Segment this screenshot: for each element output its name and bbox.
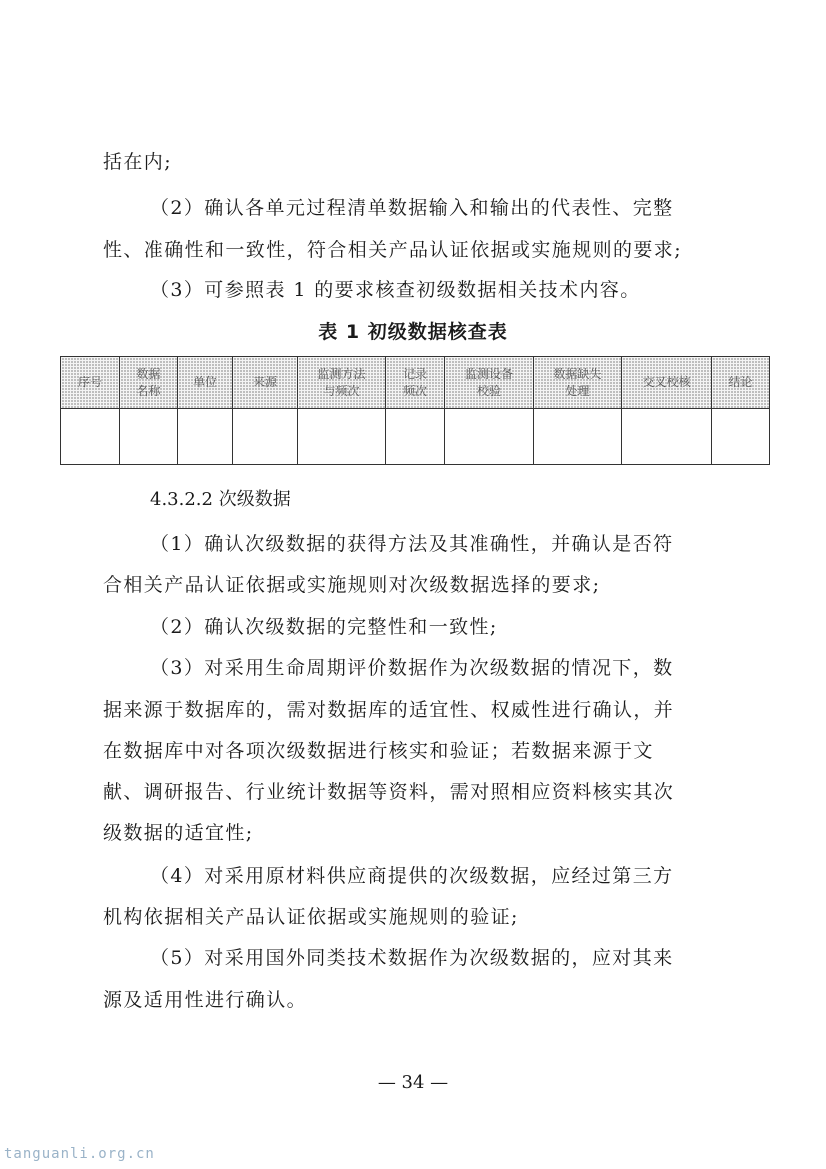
header-cell-conclusion: 结论 (712, 357, 770, 409)
paragraph-line: 源及适用性进行确认。 (103, 989, 308, 1011)
table-cell (622, 409, 712, 465)
paragraph-line: 机构依据相关产品认证依据或实施规则的验证; (103, 906, 519, 928)
table-cell (298, 409, 386, 465)
page-number: — 34 — (377, 1072, 449, 1093)
table-title: 表 1 初级数据核查表 (318, 321, 508, 343)
paragraph-line: （1）确认次级数据的获得方法及其准确性，并确认是否符 (150, 533, 674, 555)
paragraph-line: （2）确认次级数据的完整性和一致性; (150, 616, 498, 638)
table-cell (712, 409, 770, 465)
header-cell-unit: 单位 (178, 357, 233, 409)
section-heading: 4.3.2.2 次级数据 (150, 489, 291, 510)
header-cell-missing-data: 数据缺失 处理 (534, 357, 622, 409)
header-cell-serial: 序号 (61, 357, 120, 409)
table-cell (386, 409, 445, 465)
table-row (61, 409, 770, 465)
header-cell-equipment-calibration: 监测设备 校验 (445, 357, 534, 409)
paragraph-line: 献、调研报告、行业统计数据等资料，需对照相应资料核实其次 (103, 781, 675, 803)
table-cell (61, 409, 120, 465)
table-cell (120, 409, 178, 465)
table-cell (233, 409, 298, 465)
header-cell-cross-check: 交叉校核 (622, 357, 712, 409)
paragraph-line: 在数据库中对各项次级数据进行核实和验证；若数据来源于文 (103, 740, 654, 762)
paragraph-line: （2）确认各单元过程清单数据输入和输出的代表性、完整 (150, 197, 674, 219)
watermark: tanguanli.org.cn (4, 1146, 155, 1162)
paragraph-line: 合相关产品认证依据或实施规则对次级数据选择的要求; (103, 574, 601, 596)
paragraph-line: 括在内; (103, 151, 173, 173)
paragraph-line: 据来源于数据库的，需对数据库的适宜性、权威性进行确认，并 (103, 699, 675, 721)
header-cell-method: 监测方法 与频次 (298, 357, 386, 409)
table-cell (178, 409, 233, 465)
paragraph-line: （5）对采用国外同类技术数据作为次级数据的，应对其来 (150, 947, 674, 969)
paragraph-line: （3）可参照表 1 的要求核查初级数据相关技术内容。 (150, 279, 641, 301)
table-header-row (61, 357, 770, 409)
paragraph-line: 级数据的适宜性; (103, 822, 254, 844)
header-cell-data-name: 数据 名称 (120, 357, 178, 409)
paragraph-line: （4）对采用原材料供应商提供的次级数据，应经过第三方 (150, 865, 674, 887)
paragraph-line: （3）对采用生命周期评价数据作为次级数据的情况下，数 (150, 657, 674, 679)
table-cell (445, 409, 534, 465)
header-cell-record-frequency: 记录 频次 (386, 357, 445, 409)
header-cell-source: 来源 (233, 357, 298, 409)
paragraph-line: 性、准确性和一致性，符合相关产品认证依据或实施规则的要求; (103, 239, 683, 261)
table-cell (534, 409, 622, 465)
primary-data-check-table (60, 356, 770, 465)
